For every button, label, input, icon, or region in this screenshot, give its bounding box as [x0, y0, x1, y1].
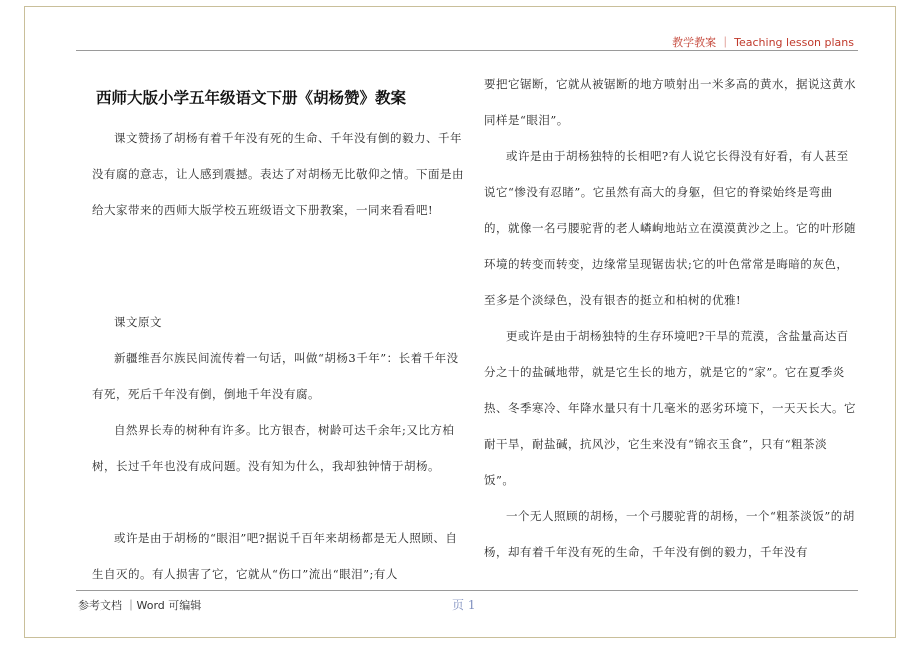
body-paragraph: 自然界长寿的树种有许多。比方银杏，树龄可达千余年;又比方柏树，长过千年也没有成问题。没有知为什么，我却独钟情于胡杨。 — [92, 423, 455, 473]
intro-paragraph: 课文赞扬了胡杨有着千年没有死的生命、千年没有倒的毅力、千年没有腐的意志，让人感到震撼。表达了对胡杨无比敬仰之情。下面是由给大家带来的西师大版学校五班级语文下册教案，一同来看看吧! — [92, 131, 464, 217]
header-divider — [76, 50, 858, 51]
header-label: 教学教案 ｜ Teaching lesson plans — [672, 36, 854, 49]
body-paragraph: 或许是由于胡杨的“眼泪”吧?据说千百年来胡杨都是无人照顾、自生自灭的。有人损害了它，它就从“伤口”流出“眼泪”;有人 — [92, 531, 458, 581]
footer-label: 参考文档 ｜Word 可编辑 — [78, 599, 202, 612]
footer-divider — [76, 590, 858, 591]
document-title: 西师大版小学五年级语文下册《胡杨赞》教案 — [96, 89, 407, 107]
body-paragraph: 要把它锯断，它就从被锯断的地方喷射出一米多高的黄水，据说这黄水同样是“眼泪”。 — [484, 77, 856, 127]
body-paragraph: 更或许是由于胡杨独特的生存环境吧?干旱的荒漠，含盐量高达百分之十的盐碱地带，就是它生长的地方，就是它的“家”。它在夏季炎热、冬季寒冷、年降水量只有十几毫米的恶劣环境下，一天天长大。它耐干旱，耐盐碱，抗风沙，它生来没有“锦衣玉食”，只有“粗茶淡饭”。 — [484, 329, 856, 487]
body-paragraph: 新疆维吾尔族民间流传着一句话，叫做“胡杨3千年”：长着千年没有死，死后千年没有倒，倒地千年没有腐。 — [92, 351, 459, 401]
body-paragraph: 或许是由于胡杨独特的长相吧?有人说它长得没有好看，有人甚至说它“惨没有忍睹”。它虽然有高大的身躯，但它的脊梁始终是弯曲的，就像一名弓腰驼背的老人嶙峋地站立在漠漠黄沙之上。它的叶形随环境的转变而转变，边缘常呈现锯齿状;它的叶色常常是晦暗的灰色，至多是个淡绿色，没有银杏的挺立和柏树的优雅! — [484, 149, 856, 307]
body-paragraph: 一个无人照顾的胡杨，一个弓腰驼背的胡杨，一个“粗茶淡饭”的胡杨，却有着千年没有死的生命，千年没有倒的毅力，千年没有 — [484, 509, 855, 559]
page-number: 页 1 — [452, 598, 476, 612]
section-heading: 课文原文 — [114, 315, 162, 329]
